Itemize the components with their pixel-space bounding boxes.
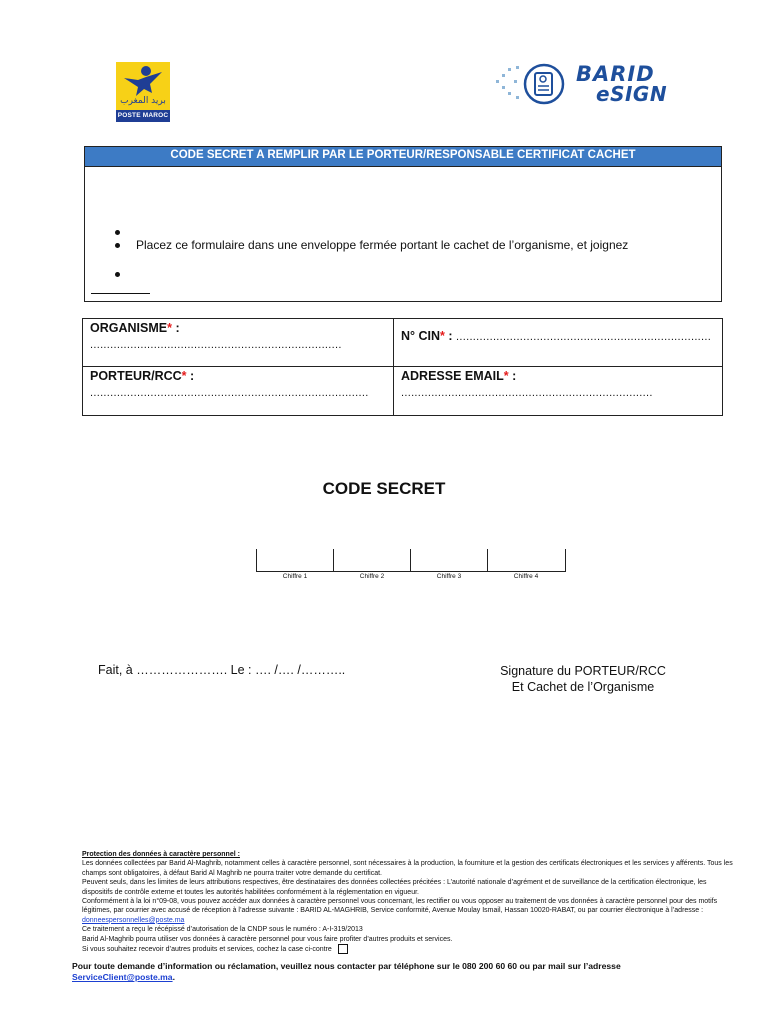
document-seal-icon (494, 62, 574, 108)
code-digit-boxes (256, 549, 566, 580)
signature-line-1: Signature du PORTEUR/RCC (500, 664, 666, 678)
digit-label-2: Chiffre 2 (359, 573, 385, 580)
notice-paragraph-6: Si vous souhaitez recevoir d’autres produits et services, cochez la case ci-contre (82, 944, 734, 954)
bullet-item-1 (115, 225, 136, 239)
notice-paragraph-3: Conformément à la loi n°09-08, vous pouvez accéder aux données à caractère personnel vous concernant, les rectifier ou vous opposer au traitement de vos données à caractère personnel pour des motifs légitimes, par courrier avec accusé de réception à l’adresse suivante : BARID AL-MAGHRIB, Service conformité, Avenue Moulay Ismail, Hassan 10020-RABAT, ou par courrier électronique à l’adresse : donneespersonnelles@poste.ma (82, 898, 718, 924)
bullet-dot (115, 230, 120, 235)
digit-label-1: Chiffre 1 (282, 573, 308, 580)
table-divider-horizontal (83, 366, 722, 367)
signature-block (480, 663, 686, 695)
notice-paragraph-5: Barid Al-Maghrib pourra utiliser vos données à caractère personnel pour vous faire profiter d’autres produits et services. (82, 935, 453, 943)
identity-table (82, 318, 723, 416)
instruction-box-header: CODE SECRET A REMPLIR PAR LE PORTEUR/RESPONSABLE CERTIFICAT CACHET (85, 147, 721, 167)
data-protection-notice (82, 850, 734, 954)
contact-line: Pour toute demande d’information ou réclamation, veuillez nous contacter par téléphone sur le 080 200 60 60 ou par mail sur l’adresse ServiceClient@poste.ma. (72, 961, 621, 982)
barid-esign-wordmark (576, 64, 667, 104)
porteur-label: PORTEUR/RCC* : (90, 369, 195, 383)
digit-label-3: Chiffre 3 (436, 573, 462, 580)
poste-arabic-text: بريد المغرب (120, 96, 166, 106)
opt-in-checkbox[interactable] (338, 944, 348, 954)
digit-box-1[interactable] (256, 549, 334, 572)
table-divider-vertical (393, 319, 394, 415)
organisme-field[interactable]: ........................................................................... (90, 339, 342, 351)
email-field[interactable]: ........................................................................... (401, 387, 653, 399)
notice-paragraph-2: Peuvent seuls, dans les limites de leurs attributions respectives, être destinataires des données collectées précitées : L’autorité nationale d’agrément et de surveillance de la certification électronique, les dispositifs de contrôle externe et toutes les autorités habilitées conformément à la réglementation en vigueur. (82, 879, 707, 896)
bullet-item-2 (115, 238, 628, 252)
bullet-dot (115, 272, 120, 277)
digit-box-3[interactable] (410, 549, 488, 572)
poste-maroc-logo (116, 62, 170, 124)
esign-word: eSIGN (596, 82, 668, 106)
cin-field[interactable]: ............................................................................ (456, 331, 712, 343)
bullet-item-3 (115, 267, 136, 281)
bullet-dot (115, 243, 120, 248)
code-secret-title: CODE SECRET (322, 479, 446, 498)
digit-box-end (565, 549, 566, 571)
organisme-label: ORGANISME* : (90, 321, 180, 335)
place-date-line: Fait, à …………………. Le : …. /…. /……….. (98, 663, 346, 677)
cin-label: N° CIN* : ............................................................................ (401, 329, 712, 343)
divider (91, 293, 150, 294)
barid-word: BARID (576, 62, 655, 86)
porteur-field[interactable]: ................................................................................... (90, 387, 369, 399)
notice-paragraph-4: Ce traitement a reçu le récépissé d’autorisation de la CNDP sous le numéro : A-I-319/2013 (82, 926, 363, 934)
signature-line-2: Et Cachet de l’Organisme (511, 680, 655, 694)
bullet-text: Placez ce formulaire dans une enveloppe fermée portant le cachet de l’organisme, et joignez (136, 238, 629, 252)
digit-box-2[interactable] (333, 549, 411, 572)
instruction-box (84, 146, 722, 302)
privacy-email-link[interactable]: donneespersonnelles@poste.ma (82, 916, 185, 924)
email-label: ADRESSE EMAIL* : (401, 369, 517, 383)
notice-title: Protection des données à caractère personnel : (82, 851, 240, 858)
digit-label-4: Chiffre 4 (513, 573, 539, 580)
notice-paragraph-1: Les données collectées par Barid Al-Maghrib, notamment celles à caractère personnel, sont nécessaires à la production, la fourniture et la gestion des certificats électroniques et les services y afférents. Tous les champs sont obligatoires, à défaut Barid Al Maghrib ne pourra traiter votre demande du certificat. (82, 860, 733, 877)
barid-esign-logo (494, 62, 676, 108)
digit-box-4[interactable] (487, 549, 566, 572)
service-client-email-link[interactable]: ServiceClient@poste.ma (72, 972, 173, 982)
poste-maroc-text: POSTE MAROC (116, 110, 170, 122)
